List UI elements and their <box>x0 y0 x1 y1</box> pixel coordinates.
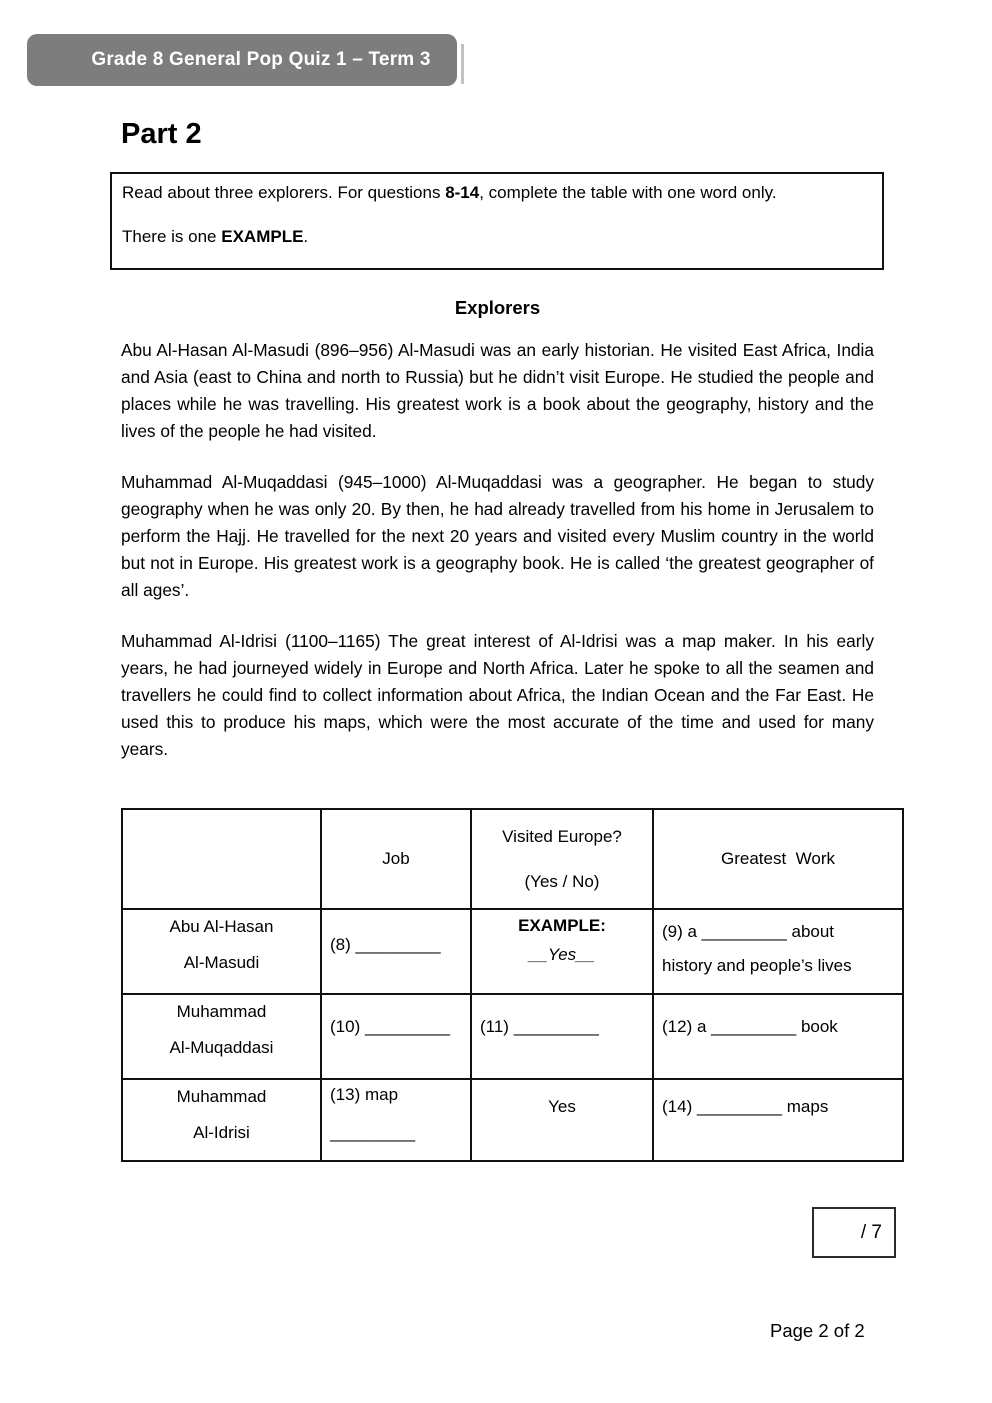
instruction-line-2-example-word: EXAMPLE <box>221 227 304 246</box>
header-visited-line-1: Visited Europe? <box>502 826 622 846</box>
header-cell-greatest-work: Greatest Work <box>653 809 903 909</box>
instruction-line-2-prefix: There is one <box>122 227 222 246</box>
name-line-2: Al-Masudi <box>183 953 260 972</box>
job-blank-q10: (10) _________ <box>321 994 471 1079</box>
answers-table <box>121 808 904 1162</box>
table-header-row <box>122 809 903 909</box>
name-line-2: Al-Muqaddasi <box>169 1038 274 1057</box>
table-row-al-muqaddasi <box>122 994 903 1079</box>
job-blank-q13 <box>321 1079 471 1161</box>
instruction-line-1-question-range: 8-14 <box>445 183 480 202</box>
passage-title: Explorers <box>454 297 541 318</box>
instruction-line-2 <box>122 223 872 250</box>
header-cell-visited-europe <box>471 809 653 909</box>
job-blank-q8: (8) _________ <box>321 909 471 994</box>
name-cell-al-idrisi <box>122 1079 321 1161</box>
name-cell-al-muqaddasi <box>122 994 321 1079</box>
visited-yes-cell: Yes <box>471 1079 653 1161</box>
passage-body <box>121 337 874 787</box>
quiz-title-banner <box>27 34 457 86</box>
table-row-al-masudi <box>122 909 903 994</box>
header-visited-stack <box>472 826 652 893</box>
page-number-label: Page 2 of 2 <box>770 1320 865 1341</box>
work-q9-line-2: history and people’s lives <box>662 956 852 975</box>
example-label: EXAMPLE: <box>518 916 606 935</box>
visited-example-cell <box>471 909 653 994</box>
instruction-line-1-prefix: Read about three explorers. For questions <box>122 183 446 202</box>
header-cell-job: Job <box>321 809 471 909</box>
header-cell-empty <box>122 809 321 909</box>
paragraph-al-muqaddasi: Muhammad Al-Muqaddasi (945–1000) Al-Muqaddasi was a geographer. He began to study geography when he was only 20. By then, he had already travelled from his home in Jerusalem to perform the Hajj. He travelled for the next 20 years and visited every Muslim country in the world but not in Europe. His greatest work is a geography book. He is called ‘the greatest geographer of all ages’. <box>121 472 874 600</box>
name-cell-al-masudi <box>122 909 321 994</box>
part-heading: Part 2 <box>121 118 202 150</box>
name-line-1: Muhammad <box>176 1087 267 1106</box>
score-box <box>812 1207 896 1258</box>
instruction-line-1 <box>122 179 872 206</box>
quiz-title: Grade 8 General Pop Quiz 1 – Term 3 <box>91 49 431 70</box>
work-q9-line-1: (9) a _________ about <box>662 922 835 941</box>
paragraph-al-masudi: Abu Al-Hasan Al-Masudi (896–956) Al-Masudi was an early historian. He visited East Africa, India and Asia (east to China and north to Russia) but he didn’t visit Europe. He studied the people and places while he was travelling. His greatest work is a book about the geography, history and the lives of the people he had visited. <box>121 340 874 441</box>
job-q13-line-1: (13) map <box>330 1085 399 1104</box>
work-blank-q9 <box>653 909 903 994</box>
name-line-2: Al-Idrisi <box>193 1123 250 1142</box>
work-blank-q14: (14) _________ maps <box>653 1079 903 1161</box>
instruction-box <box>110 172 884 270</box>
work-blank-q12: (12) a _________ book <box>653 994 903 1079</box>
header-visited-line-2: (Yes / No) <box>524 871 600 891</box>
table-row-al-idrisi <box>122 1079 903 1161</box>
name-line-1: Muhammad <box>176 1002 267 1021</box>
instruction-line-2-suffix: . <box>303 227 309 246</box>
name-line-1: Abu Al-Hasan <box>169 917 274 936</box>
paragraph-al-idrisi: Muhammad Al-Idrisi (1100–1165) The great interest of Al-Idrisi was a map maker. In his early years, he had journeyed widely in Europe and North Africa. Later he spoke to all the seamen and travellers he could find to collect information about Africa, the Indian Ocean and the Far East. He used this to produce his maps, which were the most accurate of the time and used for many years. <box>121 631 874 759</box>
banner-shadow <box>461 44 464 84</box>
job-q13-blank-line: _________ <box>330 1123 416 1142</box>
instruction-line-1-suffix: , complete the table with one word only. <box>479 183 777 202</box>
visited-blank-q11: (11) _________ <box>471 994 653 1079</box>
example-answer-yes: __Yes__ <box>528 945 596 964</box>
score-total-label: / 7 <box>860 1221 882 1243</box>
